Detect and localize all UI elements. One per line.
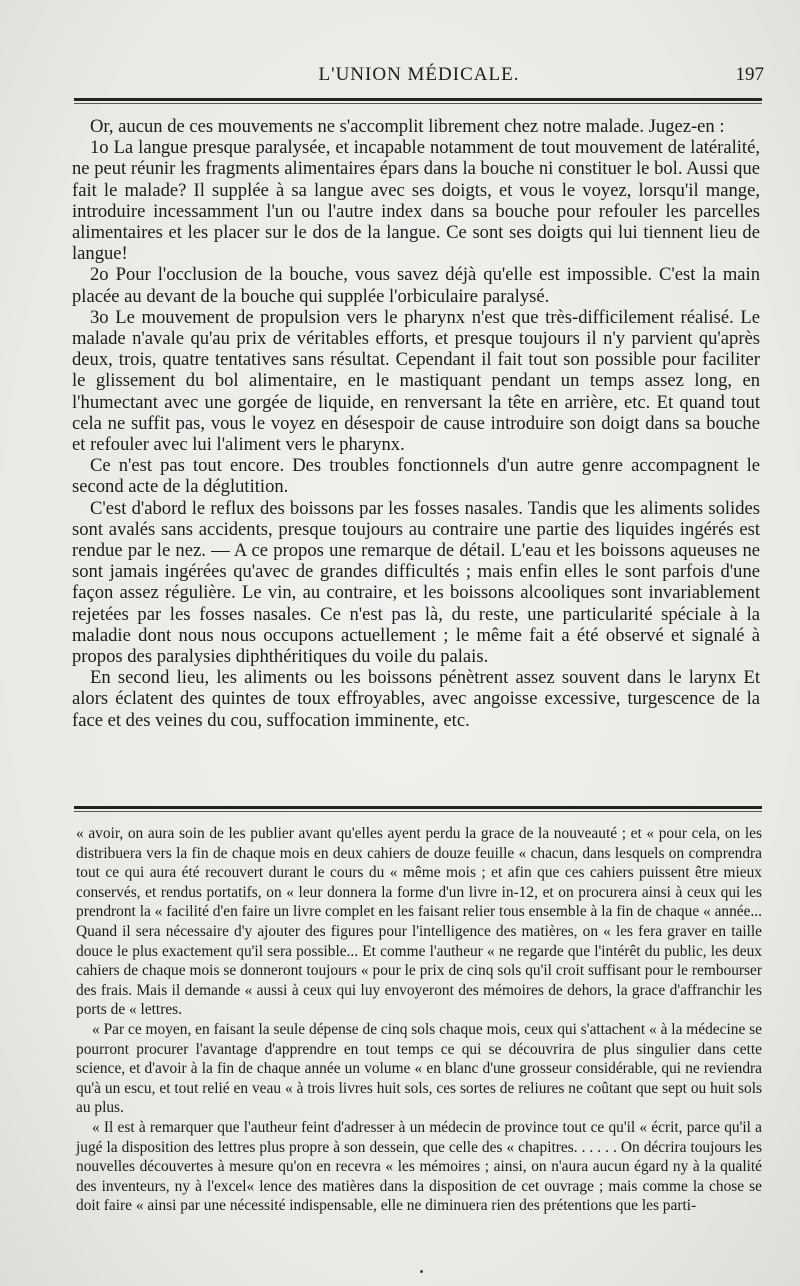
header-rule-thick [74, 98, 762, 101]
running-head [74, 64, 764, 94]
body-paragraph: Ce n'est pas tout encore. Des troubles fonctionnels d'un autre genre accompagnent le second acte de la déglutition. [72, 455, 760, 498]
footnote-paragraph: « Par ce moyen, en faisant la seule dépense de cinq sols chaque mois, ceux qui s'attachent « à la médecine se pourront procurer l'avantage d'apprendre en tout temps ce qui se découvrira de plus singulier dans cette science, et d'avoir à la fin de chaque année un volume « en blanc d'une grosseur considérable, qui ne reviendra qu'à un escu, et tout relié en veau « à trois livres huit sols, ces sortes de reliures ne coûtant que sept ou huit sols au plus. [76, 1020, 762, 1117]
body-paragraph: En second lieu, les aliments ou les boissons pénètrent assez souvent dans le larynx Et alors éclatent des quintes de toux effroyables, avec angoisse excessive, turgescence de la face et des veines du cou, suffocation imminente, etc. [72, 667, 760, 731]
main-text [72, 116, 760, 731]
header-rule-thin [74, 103, 762, 104]
body-paragraph: Or, aucun de ces mouvements ne s'accomplit librement chez notre malade. Jugez-en : [90, 116, 725, 137]
footnote-paragraph: « avoir, on aura soin de les publier avant qu'elles ayent perdu la grace de la nouveauté ; et « pour cela, on les distribuera vers la fin de chaque mois en deux cahiers de douze feuille « chacun, dans lesquels on comprendra tout ce qui aura été recouvert durant le cours du « même mois ; et afin que ces cahiers puissent être mieux conservés, et rendus portatifs, on « leur donnera la forme d'un livre in-12, et on procurera ainsi à ceux qui les prendront la « facilité d'en faire un livre complet en les faisant relier tous ensemble à la fin de chaque « année... Quand il sera nécessaire d'y ajouter des figures pour l'intelligence des matières, on « les fera graver en taille douce le plus exactement qu'il sera possible... Et comme l'autheur « ne regarde que l'intérêt du public, les deux cahiers de chaque mois se donneront toujours « pour le prix de cinq sols qu'il croit suffisant pour le rembourser des frais. Mais il demande « aussi à ceux qui luy envoyeront des mémoires de dehors, la grace d'affranchir les ports de « lettres. [76, 825, 762, 1019]
body-paragraph: 1o La langue presque paralysée, et incapable notamment de tout mouvement de latéralité, ne peut réunir les fragments alimentaires épars dans la bouche ni constituer le bol. Aussi que fait le malade? Il supplée à sa langue avec ses doigts, et vous le voyez, lorsqu'il mange, introduire incessamment l'un ou l'autre index dans sa bouche pour refouler les parcelles alimentaires et les placer sur le dos de la langue. Ce sont ses doigts qui lui tiennent lieu de langue! [72, 137, 760, 265]
footnote-rule-thin [74, 811, 762, 812]
body-paragraph: 3o Le mouvement de propulsion vers le pharynx n'est que très-difficilement réalisé. Le malade n'avale qu'au prix de véritables efforts, et presque toujours il n'y parvient qu'après deux, trois, quatre tentatives sans résultat. Cependant il fait tout son possible pour faciliter le glissement du bol alimentaire, en le mastiquant pendant un temps assez long, en l'humectant avec une gorgée de liquide, en renversant la tête en arrière, etc. Et quand tout cela ne suffit pas, vous le voyez en désespoir de cause introduire son doigt dans sa bouche et refouler avec lui l'aliment vers le pharynx. [72, 306, 760, 456]
page-mark [420, 1270, 423, 1273]
body-paragraph: C'est d'abord le reflux des boissons par les fosses nasales. Tandis que les aliments solides sont avalés sans accidents, presque toujours au contraire une partie des liquides ingérés est rendue par le nez. — A ce propos une remarque de détail. L'eau et les boissons aqueuses ne sont jamais ingérées qu'avec de grandes difficultés ; mais enfin elles le sont parfois d'une façon assez régulière. Le vin, au contraire, et les boissons alcooliques sont invariablement rejetées par les fosses nasales. Ce n'est pas là, du reste, une particularité spéciale à la maladie dont nous nous occupons actuellement ; le même fait a été observé et signalé à propos des paralysies diphthéritiques du voile du palais. [72, 497, 760, 668]
page-number: 197 [735, 64, 764, 85]
body-paragraph: 2o Pour l'occlusion de la bouche, vous savez déjà qu'elle est impossible. C'est la main placée au devant de la bouche qui supplée l'orbiculaire paralysé. [72, 264, 760, 307]
footnote-text [76, 824, 762, 1216]
journal-title: L'UNION MÉDICALE. [318, 64, 520, 85]
footnote-paragraph: « Il est à remarquer que l'autheur feint d'adresser à un médecin de province tout ce qu'il « écrit, parce qu'il a jugé la disposition des lettres plus propre à son dessein, que celle des « chapitres. . . . . . On décrira toujours les nouvelles découvertes à mesure qu'on en recevra « les mémoires ; ainsi, on n'aura aucun égard ny à la qualité des inventeurs, ny à l'excel« lence des matières dans la disposition de cet ouvrage ; mais comme la chose se doit faire « ainsi par une nécessité indispensable, elle ne diminuera rien des prétentions que les parti- [76, 1118, 762, 1215]
footnote-rule-thick [74, 806, 762, 809]
